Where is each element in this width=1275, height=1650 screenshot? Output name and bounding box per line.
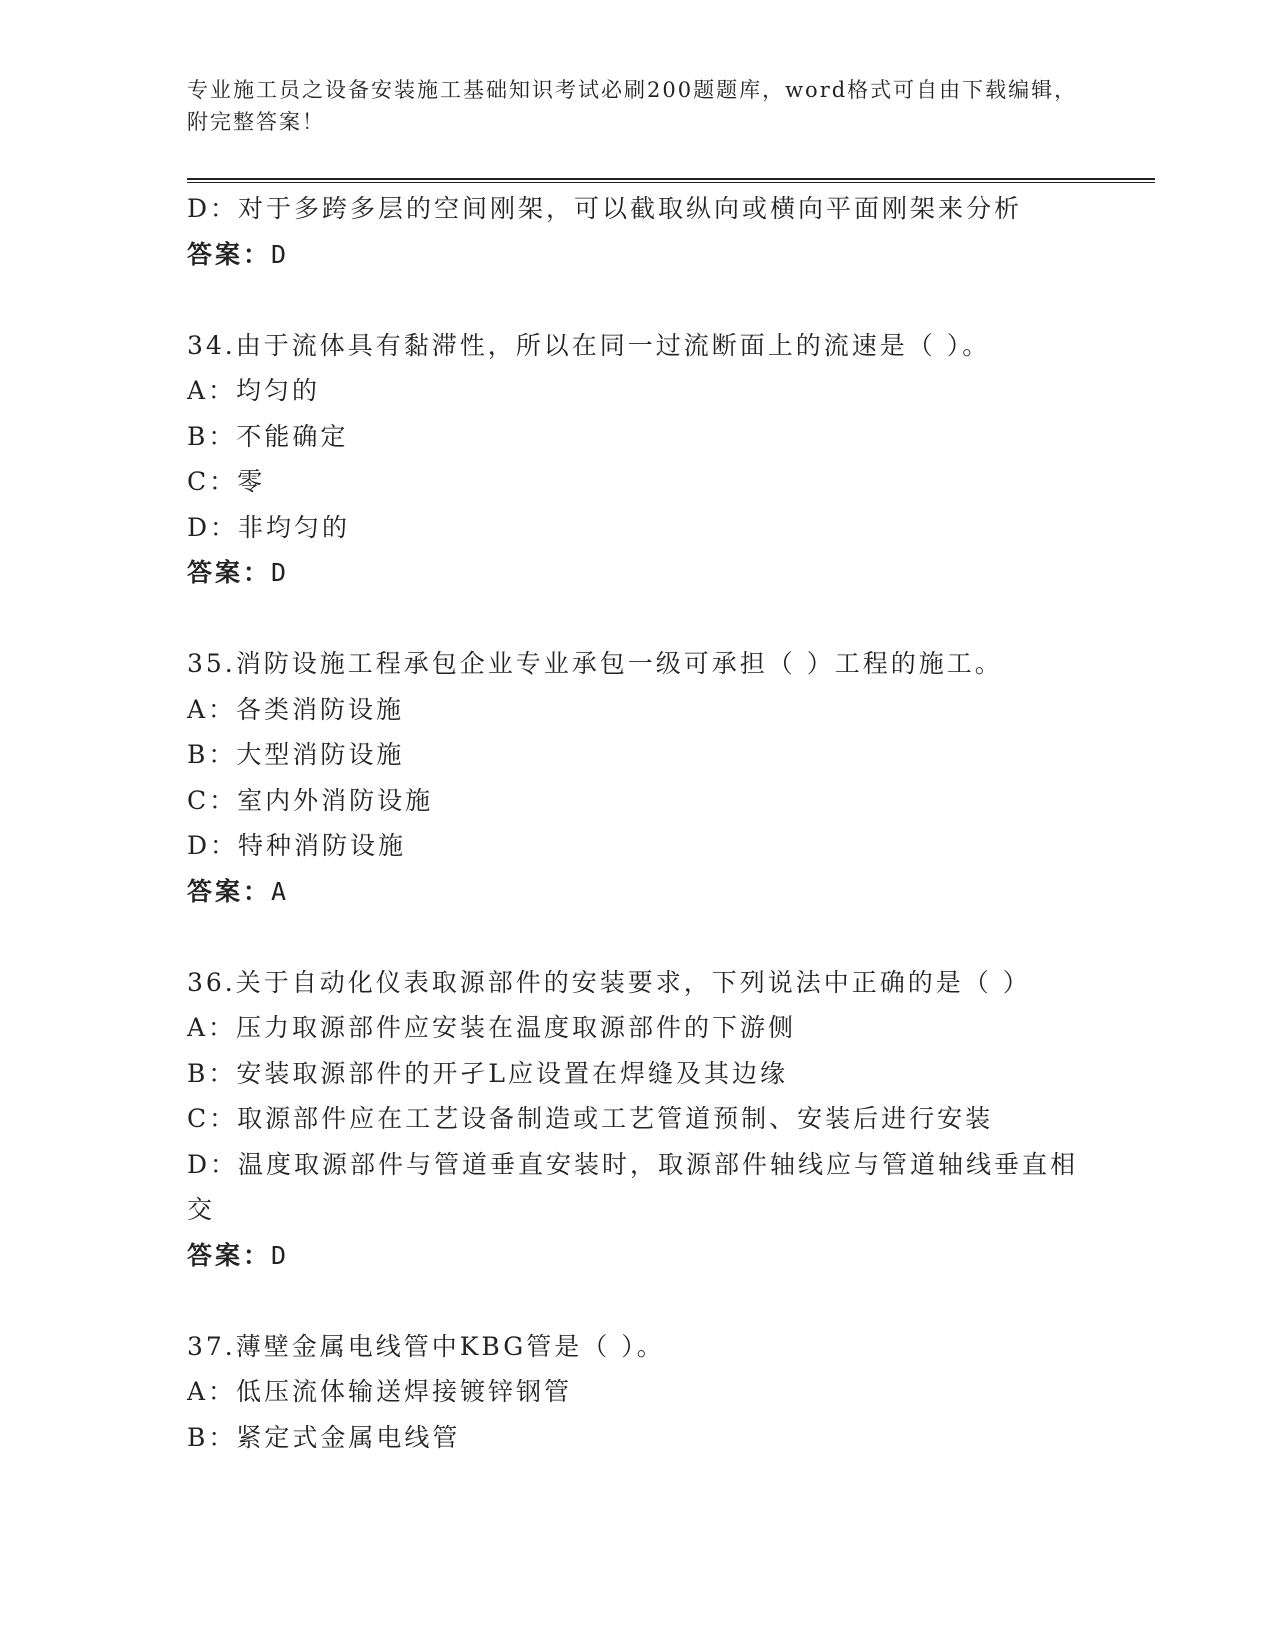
answer-label: 答案： (187, 876, 272, 906)
option-a: A：各类消防设施 (187, 694, 405, 724)
carryover-answer (187, 232, 1087, 278)
question-34 (187, 323, 1087, 596)
document-body (187, 186, 1087, 1460)
question-stem: 36.关于自动化仪表取源部件的安装要求，下列说法中正确的是（ ） (187, 967, 1031, 997)
question-stem: 34.由于流体具有黏滞性，所以在同一过流断面上的流速是（ ）。 (187, 330, 991, 360)
answer (187, 550, 1087, 596)
answer (187, 869, 1087, 915)
option-a: A：低压流体输送焊接镀锌钢管 (187, 1377, 573, 1406)
option-a: A：均匀的 (187, 376, 321, 405)
answer (187, 1233, 1087, 1279)
question-stem: 35.消防设施工程承包企业专业承包一级可承担（ ）工程的施工。 (187, 649, 1003, 678)
answer-label: 答案： (187, 558, 272, 587)
answer-value: A (271, 876, 290, 906)
question-35 (187, 641, 1087, 914)
question-stem: 37.薄壁金属电线管中KBG管是（ ）。 (187, 1331, 665, 1361)
answer-value: D (271, 558, 290, 587)
spacer (187, 596, 1087, 642)
header-divider-thin (187, 182, 1155, 183)
option-d: D：非均匀的 (187, 512, 351, 542)
carryover-option-d: D：对于多跨多层的空间刚架，可以截取纵向或横向平面刚架来分析 (187, 194, 1023, 223)
answer-label: 答案： (187, 1240, 272, 1270)
option-b: B：大型消防设施 (187, 740, 405, 769)
option-b: B：安装取源部件的开孑L应设置在焊缝及其边缘 (187, 1058, 788, 1088)
question-36 (187, 960, 1087, 1279)
option-a: A：压力取源部件应安装在温度取源部件的下游侧 (187, 1013, 797, 1042)
option-d: D：温度取源部件与管道垂直安装时，取源部件轴线应与管道轴线垂直相交 (187, 1149, 1079, 1224)
answer-value: D (271, 239, 290, 269)
question-37 (187, 1324, 1087, 1461)
spacer (187, 914, 1087, 960)
page-header: 专业施工员之设备安装施工基础知识考试必刷200题题库，word格式可自由下载编辑，附完整答案！ (187, 78, 1078, 134)
option-c: C：取源部件应在工艺设备制造或工艺管道预制、安装后进行安装 (187, 1104, 994, 1133)
answer-value: D (271, 1240, 290, 1270)
header-divider (187, 178, 1155, 180)
answer-label: 答案： (187, 239, 272, 269)
option-b: B：紧定式金属电线管 (187, 1422, 461, 1452)
option-b: B：不能确定 (187, 421, 349, 451)
spacer (187, 277, 1087, 323)
option-d: D：特种消防设施 (187, 831, 407, 860)
option-c: C：室内外消防设施 (187, 785, 434, 815)
spacer (187, 1278, 1087, 1324)
option-c: C：零 (187, 467, 266, 496)
